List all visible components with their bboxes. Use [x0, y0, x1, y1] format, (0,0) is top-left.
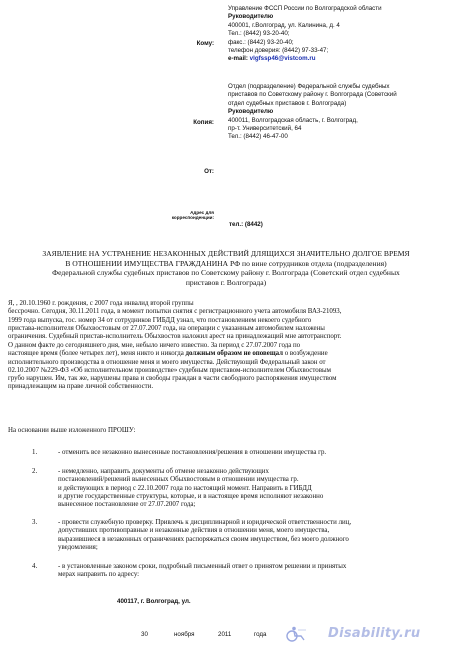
date-day: 30	[141, 631, 148, 638]
request-number: 1.	[32, 449, 38, 456]
title-line: Федеральной службы судебных приставов по Советскому району г. Волгограда (Советский отдел судебных	[52, 268, 400, 278]
recipient-block	[228, 5, 382, 64]
date-year: 2011	[218, 631, 232, 638]
from-label: От:	[204, 168, 214, 175]
request-line: выразившиеся в незаконных ограничениях распоряжаться своим имуществом, без моего должного	[58, 535, 349, 543]
request-number: 4.	[32, 563, 38, 570]
watermark	[284, 623, 446, 645]
request-item-1	[58, 449, 326, 457]
body-text: о возбуждение	[283, 350, 328, 358]
request-line: постановлений/решений вынесенных Обыхвостовым в отношении имущества гр.	[58, 476, 299, 484]
title-line: В ОТНОШЕНИИ ИМУЩЕСТВА ГРАЖДАНИНА РФ по вине сотрудников отдела (подразделения)	[65, 258, 387, 268]
body-line: 02.10.2007 №229-ФЗ «Об исполнительном производстве» судебным приставом-исполнителем Обыхвостовым	[8, 366, 331, 374]
request-item-2	[58, 468, 323, 509]
recipient-line: 400001, г.Волгоград, ул. Калинина, д. 4	[228, 21, 340, 29]
request-line: вынесенное постановление от 27.07.2007 года;	[58, 501, 196, 509]
request-line: и другие государственные структуры, которые, и в настоящее время исполняют незаконно	[58, 492, 324, 500]
date-month: ноября	[174, 631, 195, 638]
copy-line: Тел.: (8442) 46-47-00	[228, 133, 288, 141]
body-line: ограничения. Судебный пристав-исполнитель Обыхвостов наложил арест на принадлежащий мне автотранспорт.	[8, 333, 342, 341]
copy-line: Отдел (подразделение) Федеральной службы судебных	[228, 83, 390, 90]
body-paragraph-2	[8, 342, 440, 392]
body-line: О данном факте до сегодняшнего дня, мне, небыло ничего известно. За период с 27.07.2007 года по	[8, 342, 301, 349]
recipient-line: Управление ФССП России по Волгоградской области	[228, 5, 382, 12]
body-line: принадлежащим на праве личной собственности.	[8, 383, 154, 391]
reply-address: 400117, г. Волгоград, ул.	[117, 598, 191, 605]
body-text: настоящее время (более четырех лет), меня никто и никогда	[8, 350, 186, 358]
date-suffix: года	[254, 631, 267, 638]
request-line: мерах направить по адресу:	[58, 571, 140, 579]
request-item-3	[58, 519, 351, 552]
title-line: приставов г. Волгограда)	[185, 277, 267, 287]
copy-line: отдел судебных приставов г. Волгограда)	[228, 99, 347, 107]
request-item-4	[58, 563, 346, 580]
document-title	[8, 249, 444, 287]
to-label: Кому:	[196, 40, 214, 47]
request-line: и действующих в период с 22.10.2007 года по настоящий момент. Направить в ГИБДД	[58, 484, 312, 492]
request-intro: На основании выше изложенного ПРОШУ:	[8, 427, 136, 434]
recipient-line	[228, 55, 382, 63]
copy-label: Копия:	[193, 119, 214, 126]
copy-line: Руководителю	[228, 108, 274, 116]
body-line: исполнительного производства в отношение меня и моего имущества. Действующий Федеральный закон от	[8, 358, 326, 366]
phone-label: тел.: (8442)	[229, 221, 263, 228]
emphasis-text: должным образом не оповещал	[185, 350, 284, 358]
recipient-line: Тел.: (8442) 93-20-40;	[228, 30, 290, 38]
request-line: - провести служебную проверку. Привлечь к дисциплинарной и юридической ответственности лиц,	[58, 519, 352, 526]
recipient-line: факс.: (8442) 93-20-40;	[228, 38, 294, 46]
title-line: ЗАЯВЛЕНИЕ НА УСТРАНЕНИЕ НЕЗАКОННЫХ ДЕЙСТВИЙ ДЛЯЩИХСЯ ЗНАЧИТЕЛЬНО ДОЛГОЕ ВРЕМЯ	[42, 249, 410, 258]
wheelchair-icon	[284, 626, 310, 642]
email-link[interactable]: vlgfssp46@vistcom.ru	[249, 55, 316, 63]
body-line: Я, , 20.10.1960 г. рождения, с 2007 года инвалид второй группы	[8, 300, 194, 307]
request-line: допустивших противоправные и незаконные действия в отношении меня, моего имущества,	[58, 527, 330, 535]
request-line: - немедленно, направить документы об отмене незаконно действующих	[58, 468, 269, 475]
body-line: грубо нарушен. Им, так же, нарушены права и свободы граждан в части свободного распоряжения имуществом	[8, 375, 337, 383]
body-line: пристава-исполнителя Обыхвостовым от 27.07.2007 года, на операции с указанным автомобилем наложены	[8, 324, 325, 332]
email-label: e-mail:	[228, 55, 250, 63]
body-paragraph-1	[8, 300, 440, 341]
body-line: 1999 года выпуска, гос. номер 34 от сотрудников ГИБДД узнал, что постановлением некоего судебного	[8, 316, 312, 324]
request-line: - в установленные законом сроки, подробный письменный ответ о принятом решении и принятых	[58, 563, 347, 570]
body-line: бессрочно. Сегодня, 30.11.2011 года, в момент попытки снятия с регистрационного учета автомобиля ВАЗ-21093,	[8, 308, 342, 316]
copy-block	[228, 83, 397, 142]
recipient-line: Руководителю	[228, 13, 274, 21]
request-line: - отменить все незаконно вынесенные постановления/решения в отношении имущества гр.	[58, 449, 327, 456]
request-line: уведомления;	[58, 543, 98, 551]
recipient-line: телефон доверия: (8442) 97-33-47;	[228, 47, 329, 55]
copy-line: 400011, Волгоградская область, г. Волгоград,	[228, 116, 358, 124]
copy-line: пр-т. Университетский, 64	[228, 125, 302, 133]
address-note: Адрес для корреспонденции:	[171, 210, 214, 221]
watermark-text: Disability.ru	[328, 626, 421, 641]
request-number: 3.	[32, 519, 38, 526]
request-number: 2.	[32, 468, 38, 475]
copy-line: приставов по Советскому району г. Волгограда (Советский	[228, 91, 397, 99]
body-line	[8, 350, 440, 358]
